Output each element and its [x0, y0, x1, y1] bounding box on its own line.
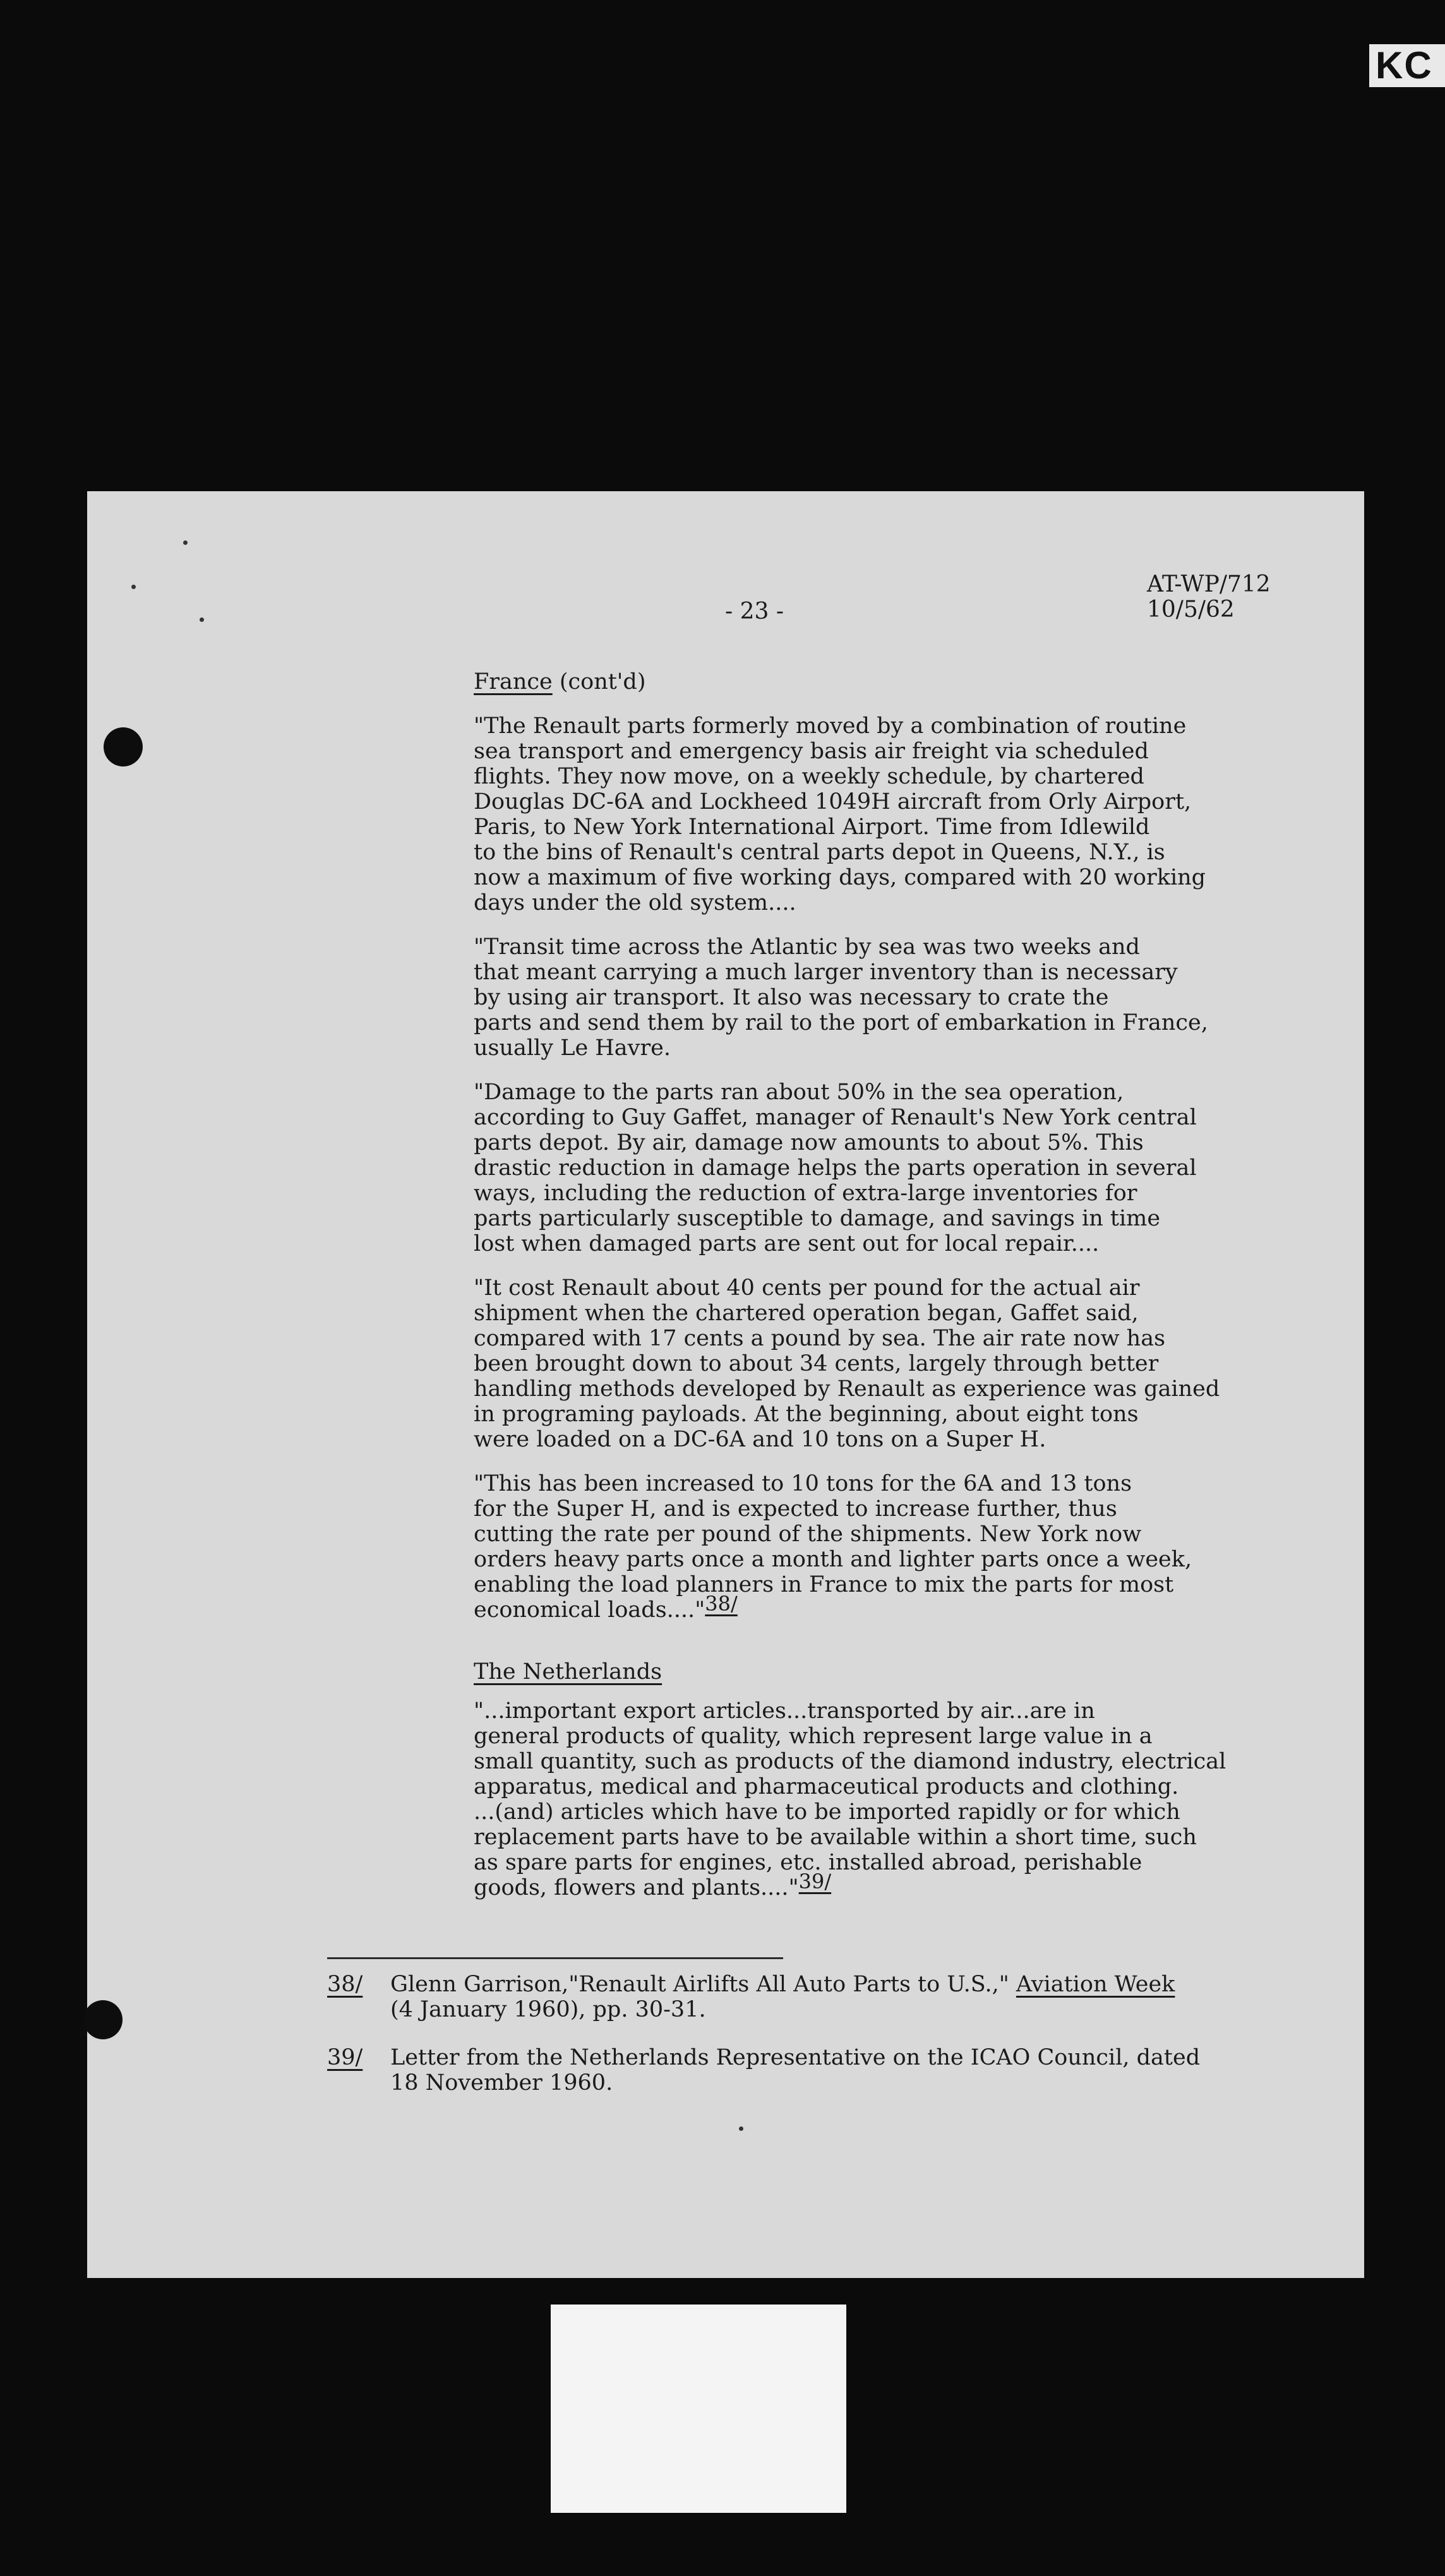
section-heading-netherlands	[474, 1659, 1345, 1685]
body-text	[474, 669, 1345, 1900]
footnote-reference-39: 39/	[798, 1869, 832, 1893]
document-page	[87, 491, 1364, 2278]
footnote-number: 38/	[327, 1972, 363, 1997]
paragraph	[474, 1471, 1345, 1623]
document-code: AT-WP/712	[1147, 571, 1271, 597]
document-reference	[1147, 572, 1271, 623]
footnote-text-part: (4 January 1960), pp. 30-31.	[390, 1997, 706, 2022]
speck	[183, 540, 188, 545]
punch-hole-top	[104, 727, 143, 766]
footnote-text-part: Glenn Garrison,"Renault Airlifts All Auto Parts to U.S.,"	[390, 1972, 1016, 1997]
paragraph: "Damage to the parts ran about 50% in the sea operation, according to Guy Gaffet, manager of Renault's New York central parts depot. By air, damage now amounts to about 5%. This drastic reduction in damage helps the parts operation in several ways, including the reduction of extra-large inventories for parts particularly susceptible to damage, and savings in time lost when damaged parts are sent out for local repair....	[474, 1080, 1197, 1256]
frame-corner-mark: KC	[1369, 44, 1445, 87]
paragraph: "The Renault parts formerly moved by a combination of routine sea transport and emergency basis air freight via scheduled flights. They now move, on a weekly schedule, by chartered Douglas DC-6A and Lockheed 1049H aircraft from Orly Airport, Paris, to New York International Airport. Time from Idlewild to the bins of Renault's central parts depot in Queens, N.Y., is now a maximum of five working days, compared with 20 working days under the old system....	[474, 713, 1206, 915]
footnote-divider	[327, 1957, 783, 1959]
footnote-39	[327, 2045, 1363, 2096]
footnote-reference-38: 38/	[705, 1592, 738, 1616]
blank-card	[551, 2305, 846, 2513]
section-heading-text: France	[474, 669, 553, 695]
paragraph	[474, 1698, 1345, 1900]
paragraph: "Transit time across the Atlantic by sea was two weeks and that meant carrying a much larger inventory than is necessary by using air transport. It also was necessary to crate the parts and send them by rail to the port of embarkation in France, usually Le Havre.	[474, 934, 1208, 1061]
speck	[131, 585, 136, 589]
punch-hole-bottom	[83, 2000, 123, 2039]
document-date: 10/5/62	[1147, 597, 1235, 623]
speck	[200, 617, 204, 622]
speck	[739, 2126, 743, 2131]
paragraph: "It cost Renault about 40 cents per pound for the actual air shipment when the chartered operation began, Gaffet said, compared with 17 cents a pound by sea. The air rate now has been brought down to about 34 cents, largely through better handling methods developed by Renault as experience was gained in programing payloads. At the beginning, about eight tons were loaded on a DC-6A and 10 tons on a Super H.	[474, 1275, 1220, 1452]
footnote-text	[390, 1972, 1175, 2022]
footnote-publication-title: Aviation Week	[1016, 1972, 1175, 1997]
section-heading-suffix: (cont'd)	[552, 669, 646, 695]
footnote-number: 39/	[327, 2045, 363, 2070]
footnote-38	[327, 1972, 1363, 2022]
paragraph-text: "This has been increased to 10 tons for the 6A and 13 tons for the Super H, and is expected to increase further, thus cutting the rate per pound of the shipments. New York now orders heavy parts once a month and lighter parts once a week, enabling the load planners in France to mix the parts for most economical loads...."	[474, 1471, 1192, 1623]
section-heading-france	[474, 669, 1345, 695]
page-number: - 23 -	[725, 599, 784, 624]
paragraph-text: "...important export articles...transported by air...are in general products of quality, which represent large value in a small quantity, such as products of the diamond industry, electrical apparatus, medical and pharmaceutical products and clothing. ...(and) articles which have to be imported rapidly or for which replacement parts have to be available within a short time, such as spare parts for engines, etc. installed abroad, perishable goods, flowers and plants...."	[474, 1698, 1226, 1900]
footnote-text: Letter from the Netherlands Representative on the ICAO Council, dated 18 November 1960.	[390, 2045, 1201, 2096]
section-heading-text: The Netherlands	[474, 1659, 663, 1685]
footnotes	[327, 1972, 1363, 2118]
